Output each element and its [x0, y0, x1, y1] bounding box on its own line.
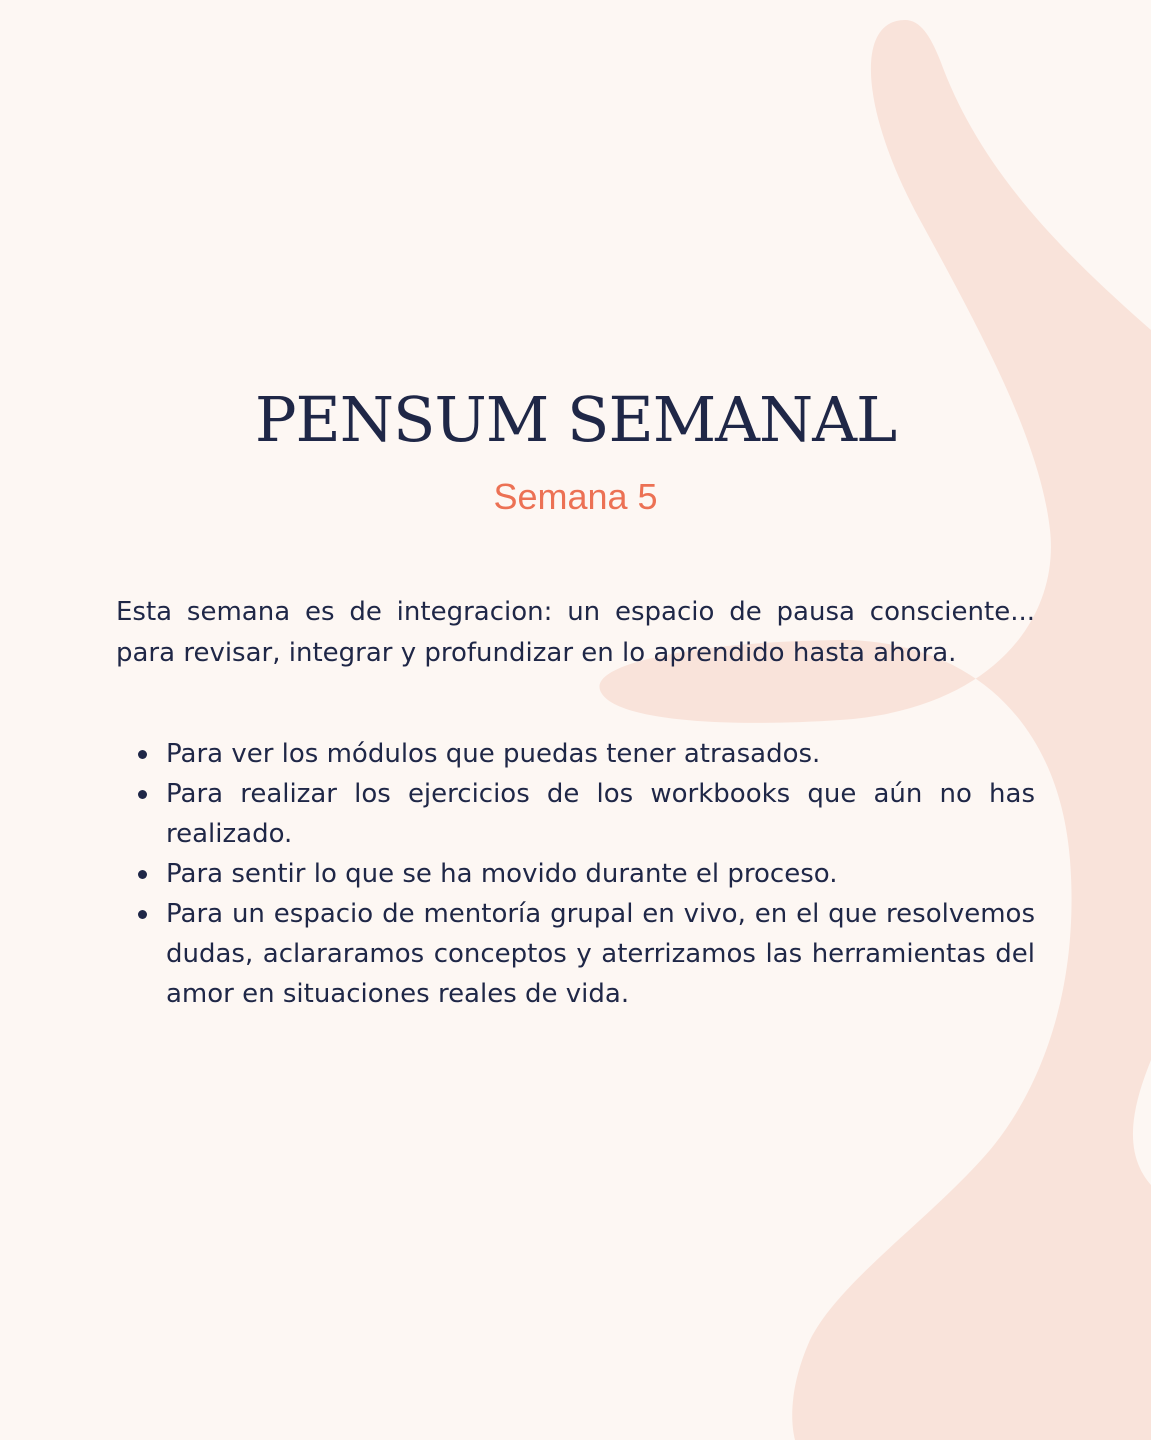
week-subtitle: Semana 5	[493, 476, 658, 517]
intro-paragraph: Esta semana es de integracion: un espacio de pausa consciente... para revisar, integrar y profundizar en lo aprendido hasta ahora.	[116, 597, 1035, 668]
list-item-text: Para ver los módulos que puedas tener atrasados.	[166, 739, 821, 769]
list-item	[166, 854, 1035, 894]
main-content	[116, 380, 1035, 1014]
list-item	[166, 734, 1035, 774]
list-item	[166, 774, 1035, 854]
list-item	[166, 894, 1035, 1014]
bullet-dot-icon	[138, 750, 147, 759]
points-list	[116, 734, 1035, 1014]
list-item-text: Para realizar los ejercicios de los workbooks que aún no has realizado.	[166, 779, 1035, 849]
list-item-text: Para un espacio de mentoría grupal en vivo, en el que resolvemos dudas, aclararamos conceptos y aterrizamos las herramientas del amor en situaciones reales de vida.	[166, 899, 1035, 1009]
list-item-text: Para sentir lo que se ha movido durante el proceso.	[166, 859, 838, 889]
bullet-dot-icon	[138, 910, 147, 919]
bullet-dot-icon	[138, 870, 147, 879]
bullet-dot-icon	[138, 790, 147, 799]
page-title: PENSUM SEMANAL	[254, 383, 897, 456]
